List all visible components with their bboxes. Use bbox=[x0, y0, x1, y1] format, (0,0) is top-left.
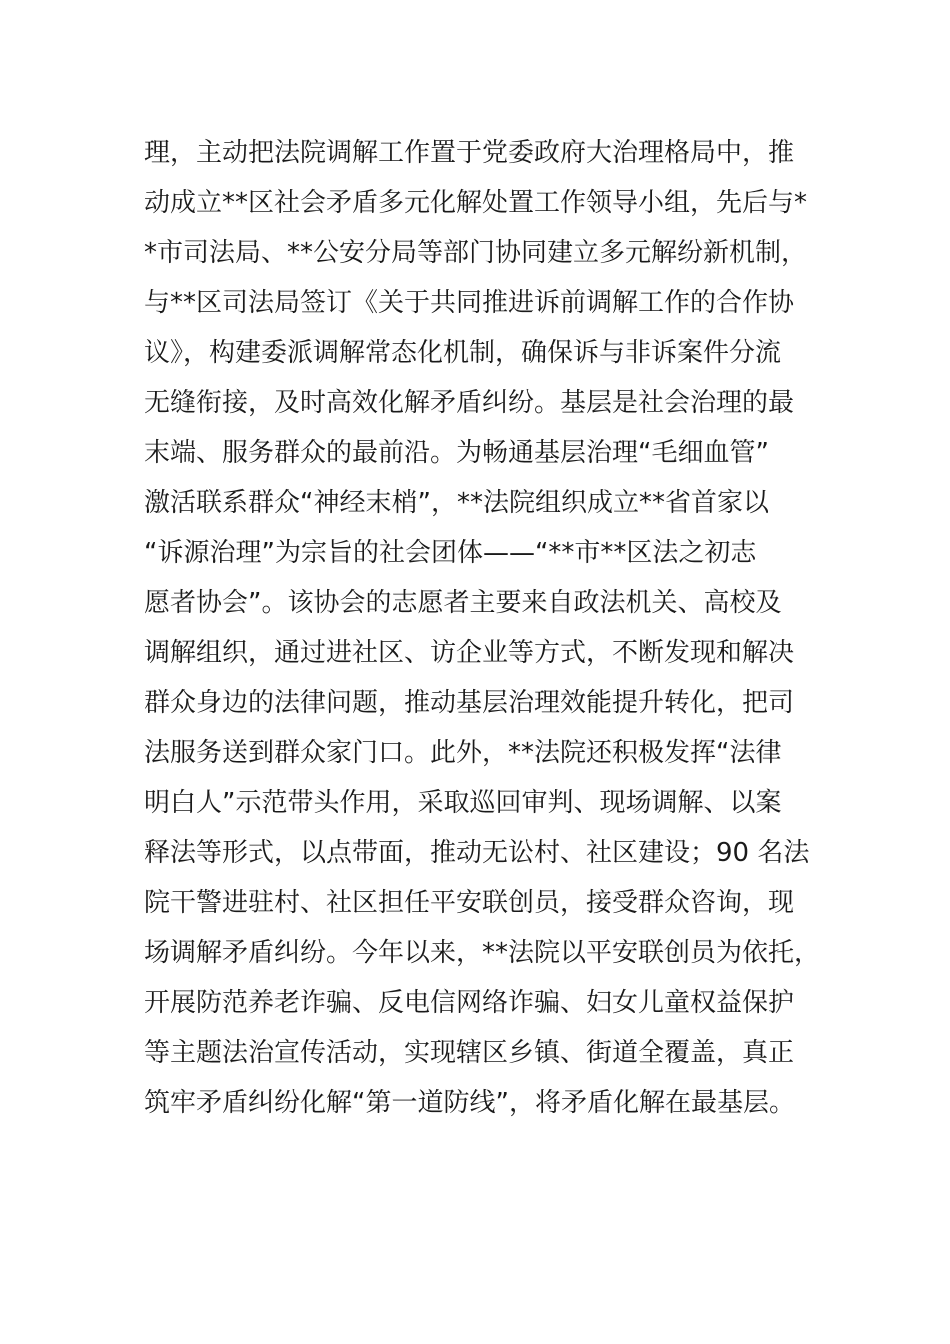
paragraph-line-18: 开展防范养老诈骗、反电信网络诈骗、妇女儿童权益保护 bbox=[144, 988, 795, 1018]
paragraph-line-17: 场调解矛盾纠纷。今年以来，**法院以平安联创员为依托， bbox=[144, 938, 821, 968]
paragraph-line-12: 群众身边的法律问题，推动基层治理效能提升转化，把司 bbox=[144, 688, 795, 718]
paragraph-line-14: 明白人”示范带头作用，采取巡回审判、现场调解、以案 bbox=[144, 788, 782, 818]
paragraph-line-20: 筑牢矛盾纠纷化解“第一道防线”，将矛盾化解在最基层。 bbox=[144, 1088, 795, 1118]
paragraph-line-6: 无缝衔接，及时高效化解矛盾纠纷。基层是社会治理的最 bbox=[144, 388, 795, 418]
body-paragraph bbox=[144, 128, 844, 1128]
paragraph-line-3: *市司法局、**公安分局等部门协同建立多元解纷新机制， bbox=[144, 238, 808, 268]
paragraph-line-5: 议》，构建委派调解常态化机制，确保诉与非诉案件分流 bbox=[144, 338, 782, 368]
paragraph-line-10: 愿者协会”。该协会的志愿者主要来自政法机关、高校及 bbox=[144, 588, 782, 618]
paragraph-line-9: “诉源治理”为宗旨的社会团体——“**市**区法之初志 bbox=[144, 538, 757, 568]
paragraph-line-13: 法服务送到群众家门口。此外，**法院还积极发挥“法律 bbox=[144, 738, 782, 768]
paragraph-line-1: 理，主动把法院调解工作置于党委政府大治理格局中，推 bbox=[144, 138, 795, 168]
paragraph-line-19: 等主题法治宣传活动，实现辖区乡镇、街道全覆盖，真正 bbox=[144, 1038, 795, 1068]
paragraph-line-15: 释法等形式，以点带面，推动无讼村、社区建设；90 名法 bbox=[144, 838, 810, 868]
paragraph-line-16: 院干警进驻村、社区担任平安联创员，接受群众咨询，现 bbox=[144, 888, 795, 918]
paragraph-line-4: 与**区司法局签订《关于共同推进诉前调解工作的合作协 bbox=[144, 288, 795, 318]
paragraph-line-11: 调解组织，通过进社区、访企业等方式，不断发现和解决 bbox=[144, 638, 795, 668]
paragraph-line-8: 激活联系群众“神经末梢”，**法院组织成立**省首家以 bbox=[144, 488, 769, 518]
paragraph-line-7: 末端、服务群众的最前沿。为畅通基层治理“毛细血管” bbox=[144, 438, 769, 468]
paragraph-line-2: 动成立**区社会矛盾多元化解处置工作领导小组，先后与* bbox=[144, 188, 808, 218]
